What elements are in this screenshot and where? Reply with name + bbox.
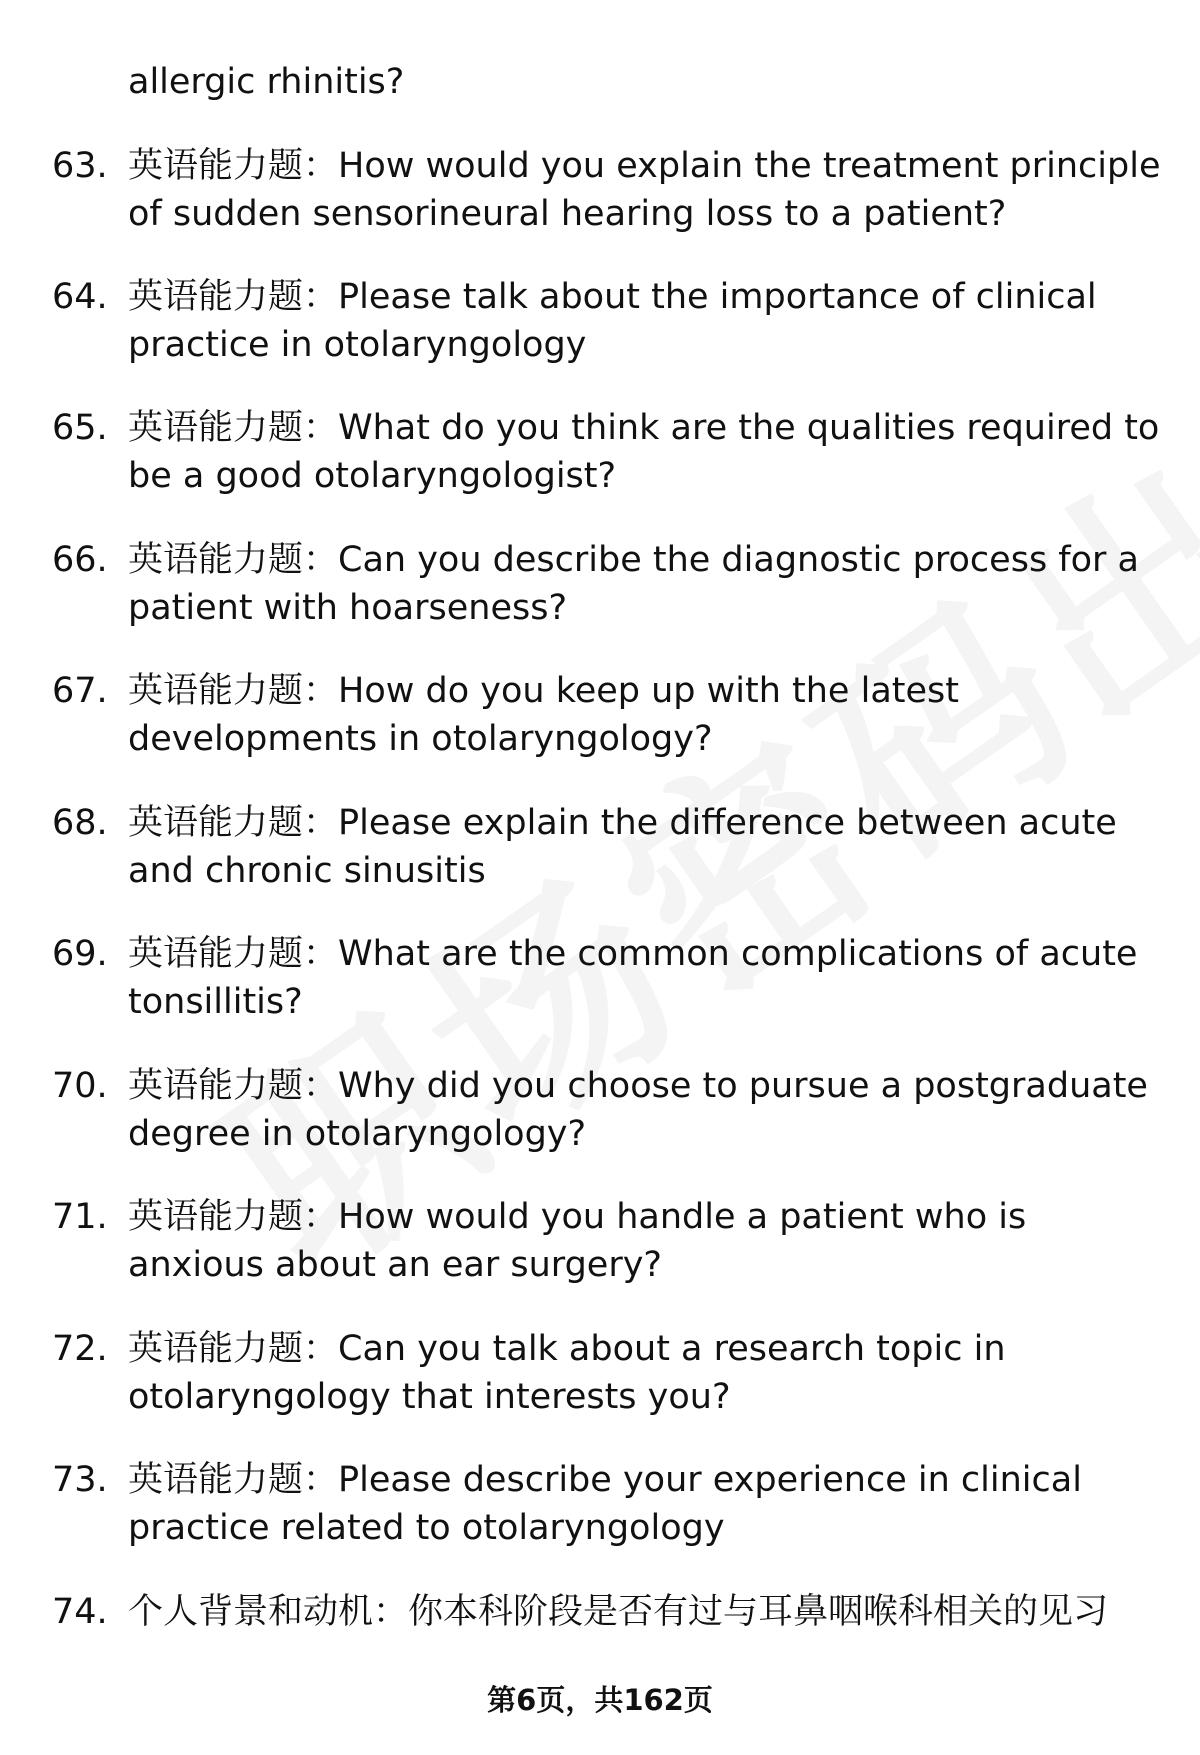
page-footer: 第6页，共162页 [487,1683,713,1717]
question-text-line-2: and chronic sinusitis [128,851,486,891]
question-number: 71. [52,1197,108,1237]
question-text [128,142,1168,238]
question-line-1 [128,142,1168,190]
question-text-line-2: practice in otolaryngology [128,325,587,365]
question-text-line-2: otolaryngology that interests you? [128,1377,731,1417]
question-text-line-1: 你本科阶段是否有过与耳鼻咽喉科相关的见习 [408,1592,1109,1632]
question-category: 英语能力题： [128,540,339,580]
question-category: 英语能力题： [128,671,339,711]
question-number: 72. [52,1329,108,1369]
question-text-line-1: Please talk about the importance of clinical [338,277,1097,317]
question-category: 个人背景和动机： [128,1592,409,1632]
question-line-1 [128,404,1168,452]
question-number: 74. [52,1592,108,1632]
question-number: 66. [52,540,108,580]
question-text [128,799,1168,895]
question-text [128,536,1168,632]
question-line-1 [128,1456,1168,1504]
question-text-line-1: Can you describe the diagnostic process for a [338,540,1139,580]
question-line-1 [128,930,1168,978]
question-text [128,404,1168,500]
question-text-line-1: Why did you choose to pursue a postgraduate [338,1066,1148,1106]
question-category: 英语能力题： [128,1460,339,1500]
question-text [128,1193,1168,1289]
question-line-1 [128,1062,1168,1110]
question-text [128,1062,1168,1158]
question-number: 68. [52,803,108,843]
question-text-line-1: What do you think are the qualities required to [338,408,1160,448]
question-text-line-2: practice related to otolaryngology [128,1508,725,1548]
question-text-line-1: What are the common complications of acute [338,934,1138,974]
question-text [128,930,1168,1026]
question-text-line-1: Please describe your experience in clinical [338,1460,1082,1500]
question-category: 英语能力题： [128,1197,339,1237]
question-category: 英语能力题： [128,1066,339,1106]
question-line-1 [128,1588,1168,1636]
question-number: 70. [52,1066,108,1106]
question-text-line-1: How do you keep up with the latest [338,671,959,711]
question-number: 73. [52,1460,108,1500]
question-number: 64. [52,277,108,317]
question-category: 英语能力题： [128,803,339,843]
question-line-1 [128,273,1168,321]
question-line-1 [128,667,1168,715]
question-text-line-1: Can you talk about a research topic in [338,1329,1006,1369]
question-number: 63. [52,146,108,186]
question-line-1 [128,536,1168,584]
question-category: 英语能力题： [128,277,339,317]
question-line-1 [128,1325,1168,1373]
question-category: 英语能力题： [128,934,339,974]
question-text [128,1588,1168,1636]
question-text [128,273,1168,369]
question-number: 65. [52,408,108,448]
question-text-line-1: Please explain the difference between acute [338,803,1117,843]
question-text [128,667,1168,763]
question-number: 69. [52,934,108,974]
question-text [128,1456,1168,1552]
question-text-line-1: How would you explain the treatment principle [338,146,1161,186]
question-text-line-2: patient with hoarseness? [128,588,568,628]
question-category: 英语能力题： [128,408,339,448]
question-text-line-2: be a good otolaryngologist? [128,456,617,496]
question-line-1 [128,799,1168,847]
question-text-line-2: anxious about an ear surgery? [128,1245,663,1285]
question-text-line-2: developments in otolaryngology? [128,719,713,759]
question-text [128,1325,1168,1421]
question-category: 英语能力题： [128,146,339,186]
question-text-line-2: of sudden sensorineural hearing loss to a patient? [128,194,1007,234]
continued-question-line: allergic rhinitis? [128,62,405,102]
question-number: 67. [52,671,108,711]
question-line-1 [128,1193,1168,1241]
question-text-line-2: degree in otolaryngology? [128,1114,587,1154]
question-category: 英语能力题： [128,1329,339,1369]
question-text-line-2: tonsillitis? [128,982,303,1022]
question-text-line-1: How would you handle a patient who is [338,1197,1027,1237]
